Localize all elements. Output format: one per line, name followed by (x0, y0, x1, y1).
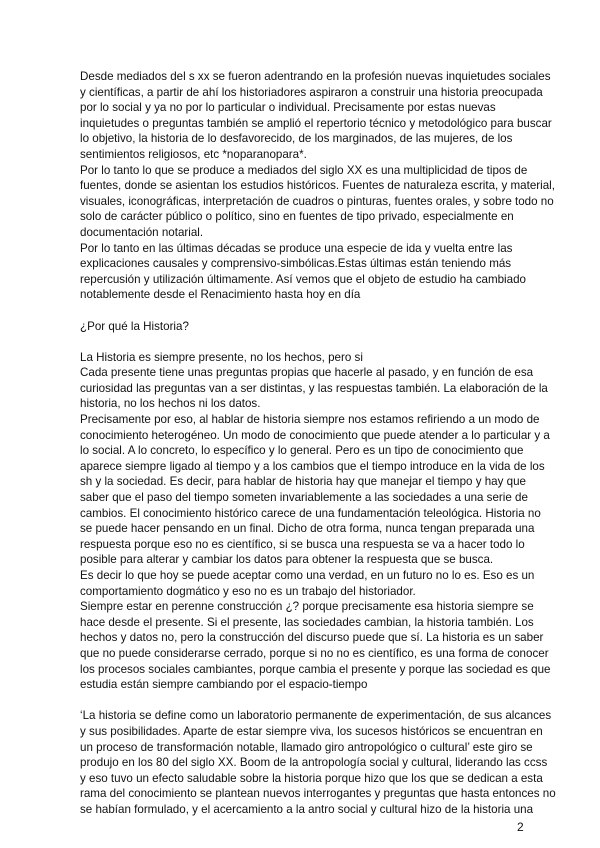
text-line: cambios. El conocimiento histórico carece de una fundamentación teleológica. Historia no (80, 506, 541, 520)
text-line: los procesos sociales cambiantes, porque cambia el presente y porque las sociedad es que (80, 662, 551, 676)
text-line: Por lo tanto lo que se produce a mediados del siglo XX es una multiplicidad de tipos de (80, 163, 528, 177)
text-line: sh y la sociedad. Es decir, para hablar de historia hay que manejar el tiempo y hay que (80, 475, 526, 489)
text-line: un proceso de transformación notable, llamado giro antropológico o cultural’ este giro se (80, 740, 533, 754)
text-line: Es decir lo que hoy se puede aceptar como una verdad, en un futuro no lo es. Eso es un (80, 569, 535, 582)
text-line: aparece siempre ligado al tiempo y a los cambios que el tiempo introduce en la vida de los (80, 459, 545, 473)
text-line: solo de carácter público o político, sino en fuentes de tipo privado, especialmente en (80, 210, 514, 224)
paragraph (80, 241, 540, 303)
text-line: y sus posibilidades. Aparte de estar siempre viva, los sucesos históricos se encuentran en (80, 724, 543, 738)
text-line: y científicas, a partir de ahí los historiadores aspiraron a construir una historia preocupada (80, 85, 543, 99)
text-line: ¿Por qué la Historia? (80, 319, 189, 333)
text-line: sentimientos religiosos, etc *noparanopara*. (80, 147, 307, 161)
text-line: inquietudes o preguntas también se amplió el repertorio técnico y metodológico para buscar (80, 116, 552, 130)
text-line: hechos y datos no, pero la construcción del discurso puede que sí. La historia es un saber (80, 631, 544, 645)
text-line: saber que el paso del tiempo someten invariablemente a las sociedades a una serie de (80, 491, 528, 505)
text-line: historia, no los hechos ni los datos. (80, 397, 261, 411)
paragraph (80, 599, 551, 693)
text-line: posible para alterar y cambiar los datos para obtener la respuesta que se busca. (80, 553, 494, 567)
paragraph (80, 365, 548, 412)
text-line: explicaciones causales y comprensivo-simbólicas.Estas últimas están teniendo más (80, 257, 512, 271)
text-line: conocimiento heterogéneo. Un modo de conocimiento que puede atender a lo particular y a (80, 428, 550, 442)
blank-line (80, 334, 540, 350)
text-line: que no puede considerarse cerrado, porque si no no es científico, es una forma de conocer (80, 646, 549, 660)
text-line: estudia están siempre cambiando por el espacio-tiempo (80, 678, 368, 692)
paragraph (80, 163, 555, 241)
text-line: por lo social y ya no por lo particular o individual. Precisamente por estas nuevas (80, 101, 496, 115)
text-line: Por lo tanto en las últimas décadas se produce una especie de ida y vuelta entre las (80, 241, 513, 255)
text-line: ‘La historia se define como un laboratorio permanente de experimentación, de sus alcances (80, 709, 552, 723)
page-number: 2 (517, 820, 524, 834)
text-line: Precisamente por eso, al hablar de historia siempre nos estamos refiriendo a un modo de (80, 413, 540, 427)
text-line: rama del conocimiento se plantean nuevos interrogantes y preguntas que hasta entonces no (80, 787, 556, 801)
text-line: Cada presente tiene unas preguntas propias que hacerle al pasado, y en función de esa (80, 366, 534, 380)
text-line: visuales, iconográficas, interpretación de cuadros o pinturas, fuentes orales, y sobre todo no (80, 194, 554, 208)
text-line: lo social. A lo concreto, lo específico y lo general. Pero es un tipo de conocimiento que (80, 444, 524, 458)
text-line: se puede hacer pensando en un final. Dicho de otra forma, nunca tengan preparada una (80, 522, 535, 536)
text-line: hace desde el presente. Si el presente, las sociedades cambian, la historia también. Los (80, 615, 534, 629)
paragraph (80, 708, 556, 817)
text-line: se habían formulado, y el acercamiento a la antro social y cultural hizo de la historia una (80, 802, 534, 816)
text-line: respuesta porque eso no es científico, si se busca una respuesta se va a hacer todo lo (80, 537, 525, 551)
text-line: Siempre estar en perenne construcción ¿? porque precisamente esa historia siempre se (80, 600, 534, 614)
paragraph (80, 412, 550, 568)
blank-line (80, 693, 540, 709)
text-line: documentación notarial. (80, 225, 204, 239)
paragraph (80, 350, 540, 366)
text-line: fuentes, donde se asientan los estudios históricos. Fuentes de naturaleza escrita, y material, (80, 179, 555, 193)
text-line: lo objetivo, la historia de lo desfavorecido, de los marginados, de las mujeres, de los (80, 132, 513, 146)
blank-line (80, 303, 540, 319)
text-line: comportamiento dogmático y eso no es un trabajo del historiador. (80, 584, 416, 598)
paragraph (80, 319, 540, 335)
paragraph (80, 568, 540, 599)
text-line: notablemente desde el Renacimiento hasta hoy en día (80, 288, 361, 302)
paragraph (80, 69, 552, 163)
text-line: Desde mediados del s xx se fueron adentrando en la profesión nuevas inquietudes sociales (80, 70, 551, 83)
text-line: y eso tuvo un efecto saludable sobre la historia porque hizo que los que se dedican a esta (80, 771, 543, 785)
text-line: La Historia es siempre presente, no los hechos, pero si (80, 350, 363, 364)
text-line: curiosidad las preguntas van a ser distintas, y las respuestas también. La elaboración de la (80, 381, 548, 395)
document-body (80, 69, 556, 818)
text-line: produjo en los 80 del siglo XX. Boom de la antropología social y cultural, liderando las ccss (80, 756, 548, 770)
text-line: repercusión y utilización últimamente. Así vemos que el objeto de estudio ha cambiado (80, 272, 526, 286)
